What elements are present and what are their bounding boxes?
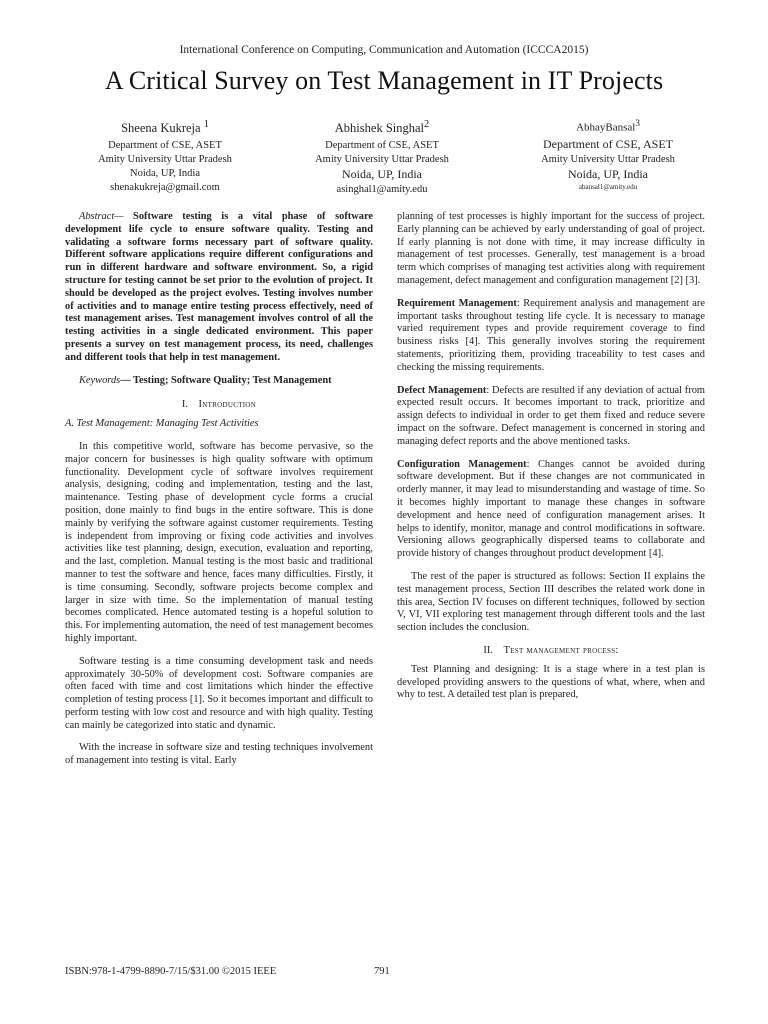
defect-management-paragraph: Defect Management: Defects are resulted if any deviation of actual from expected result occurs. It becomes important to track, prioritize and assign defects to individual in order to get them fixed and reduce severe impact on the software. Defect management is concerned in storing and managing defect reports and the above mentioned tasks. bbox=[397, 384, 705, 447]
keywords-label: Keywords bbox=[79, 374, 121, 386]
body-paragraph: planning of test processes is highly important for the success of project. Early planning can be achieved by early understanding of goal of project. If early planning is not done with time, it may increase difficulty in management of test processes. Generally, test management is a broad term which comprises of managing test activities along with requirement management, defect management and configuration management [2] [3]. bbox=[397, 211, 705, 286]
footer-isbn: ISBN:978-1-4799-8890-7/15/$31.00 ©2015 IEEE bbox=[65, 966, 277, 977]
author-email: shenakukreja@gmail.com bbox=[110, 182, 220, 194]
author-email: asinghal1@amity.edu bbox=[336, 184, 428, 196]
body-paragraph: Test Planning and designing: It is a stage where in a test plan is developed providing answers to the questions of what, where, when and why to test. A detailed test plan is prepared, bbox=[397, 663, 705, 701]
author-name: AbhayBansal$^3$ bbox=[576, 118, 640, 134]
term-label: Defect Management bbox=[397, 384, 487, 396]
abstract-label: Abstract— bbox=[79, 211, 124, 222]
author-dept: Department of CSE, ASET bbox=[108, 140, 222, 152]
author-location: Noida, UP, India bbox=[342, 167, 422, 182]
author-univ: Amity University Uttar Pradesh bbox=[315, 154, 449, 166]
body-paragraph: The rest of the paper is structured as follows: Section II explains the test management process, Section III describes the related work done in this area, Section IV focuses on different techniques, followed by section V, VI, VII exploring test management through different tools and the last section includes the conclusion. bbox=[397, 570, 705, 634]
author-name: Abhishek Singhal$^2$ bbox=[334, 119, 430, 136]
author-dept: Department of CSE, ASET bbox=[543, 136, 673, 151]
keywords bbox=[65, 375, 373, 388]
body-paragraph: Software testing is a time consuming development task and needs approximately 30-50% of development cost. Software companies are often faced with time and cost limitations which hinder the effective completion of testing process [1]. So it becomes important and difficult to perform testing with low cost and resource and with high quality. Testing can mainly be categorized into static and dynamic. bbox=[65, 655, 373, 731]
author-location: Noida, UP, India bbox=[130, 168, 200, 180]
conference-header: International Conference on Computing, Communication and Automation (ICCCA2015) bbox=[179, 44, 589, 56]
page-number: 791 bbox=[374, 966, 390, 977]
abstract-text: Software testing is a vital phase of software development life cycle to ensure software quality. Testing and validating a software forms necessary part of software quality. Different software applications require different configurations and run in different hardware and software environment. So, a rigid structure for testing cannot be set prior to the evolution of project. It should be developed as the project evolves. Testing involves number of activities and to manage entire testing process effectively, need of test management arises. Test management involves control of all the testing activities in a single dedicated environment. This paper presents a survey on test management process, its need, challenges and different tools that help in test management. bbox=[65, 211, 373, 363]
author-block-3 bbox=[493, 116, 723, 192]
requirement-management-paragraph: Requirement Management: Requirement analysis and management are important tasks throughout testing life cycle. It is necessary to manage varied requirement types and provide requirement coverage to find business risks [4]. This generally involves storing the requirement statements, prioritizing them, providing traceability to test cases and checking the missing requirements. bbox=[397, 297, 705, 373]
author-dept: Department of CSE, ASET bbox=[325, 140, 439, 152]
author-block-1 bbox=[50, 118, 280, 195]
author-block-2 bbox=[267, 118, 497, 197]
term-label: Requirement Management bbox=[397, 297, 517, 309]
author-location: Noida, UP, India bbox=[568, 166, 648, 181]
abstract bbox=[65, 211, 373, 365]
configuration-management-paragraph: Configuration Management: Changes cannot be avoided during software development. But if these changes are not communicated in orderly manner, it may lead to misunderstanding and wastage of time. So it becomes highly important to manage these changes in software development and hence need of configuration management arises. It helps to identify, monitor, manage and control modifications in software. Versioning allows geographically dispersed teams to collaborate and provide history of changes throughout product development [4]. bbox=[397, 458, 705, 560]
author-univ: Amity University Uttar Pradesh bbox=[98, 154, 232, 166]
term-label: Configuration Management bbox=[397, 458, 527, 470]
paper-title: A Critical Survey on Test Management in IT Projects bbox=[104, 66, 664, 95]
subsection-heading: A. Test Management: Managing Test Activities bbox=[65, 418, 259, 430]
body-paragraph: In this competitive world, software has become pervasive, so the major concern for businesses is high quality software with optimum functionality. Development cycle of software involves requirement analysis, designing, coding and implementation, testing and the last, maintenance. Testing phase of development cycle forms a crucial position, done mainly to find bugs in the entire software. This is done mainly by verifying the software against customer requirements. Testing is independent from improving or fixing code activities and involves activities like test planning, design, execution, evaluation and reporting, and the last, completion. Manual testing is the most basic and traditional manner to test the software and hence, faces many difficulties. Firstly, it is time consuming. Secondly, software projects become complex and larger in size with time. So the implementation of manual testing becomes complicated. Hence automated testing is a hopeful solution to this. For implementing automation, the need of test management becomes highly important. bbox=[65, 440, 373, 644]
section-heading-test-management-process: II. Test management process: bbox=[483, 644, 619, 656]
section-heading-introduction: I. Introduction bbox=[181, 399, 257, 411]
author-name: Sheena Kukreja $^1$ bbox=[121, 119, 209, 136]
author-univ: Amity University Uttar Pradesh bbox=[541, 153, 675, 165]
left-column bbox=[65, 211, 373, 778]
author-email: abansal1@amity.edu bbox=[578, 182, 638, 191]
keywords-text: — Testing; Software Quality; Test Management bbox=[120, 374, 332, 386]
body-paragraph: With the increase in software size and testing techniques involvement of management into testing is vital. Early bbox=[65, 742, 373, 767]
right-column bbox=[397, 211, 705, 712]
